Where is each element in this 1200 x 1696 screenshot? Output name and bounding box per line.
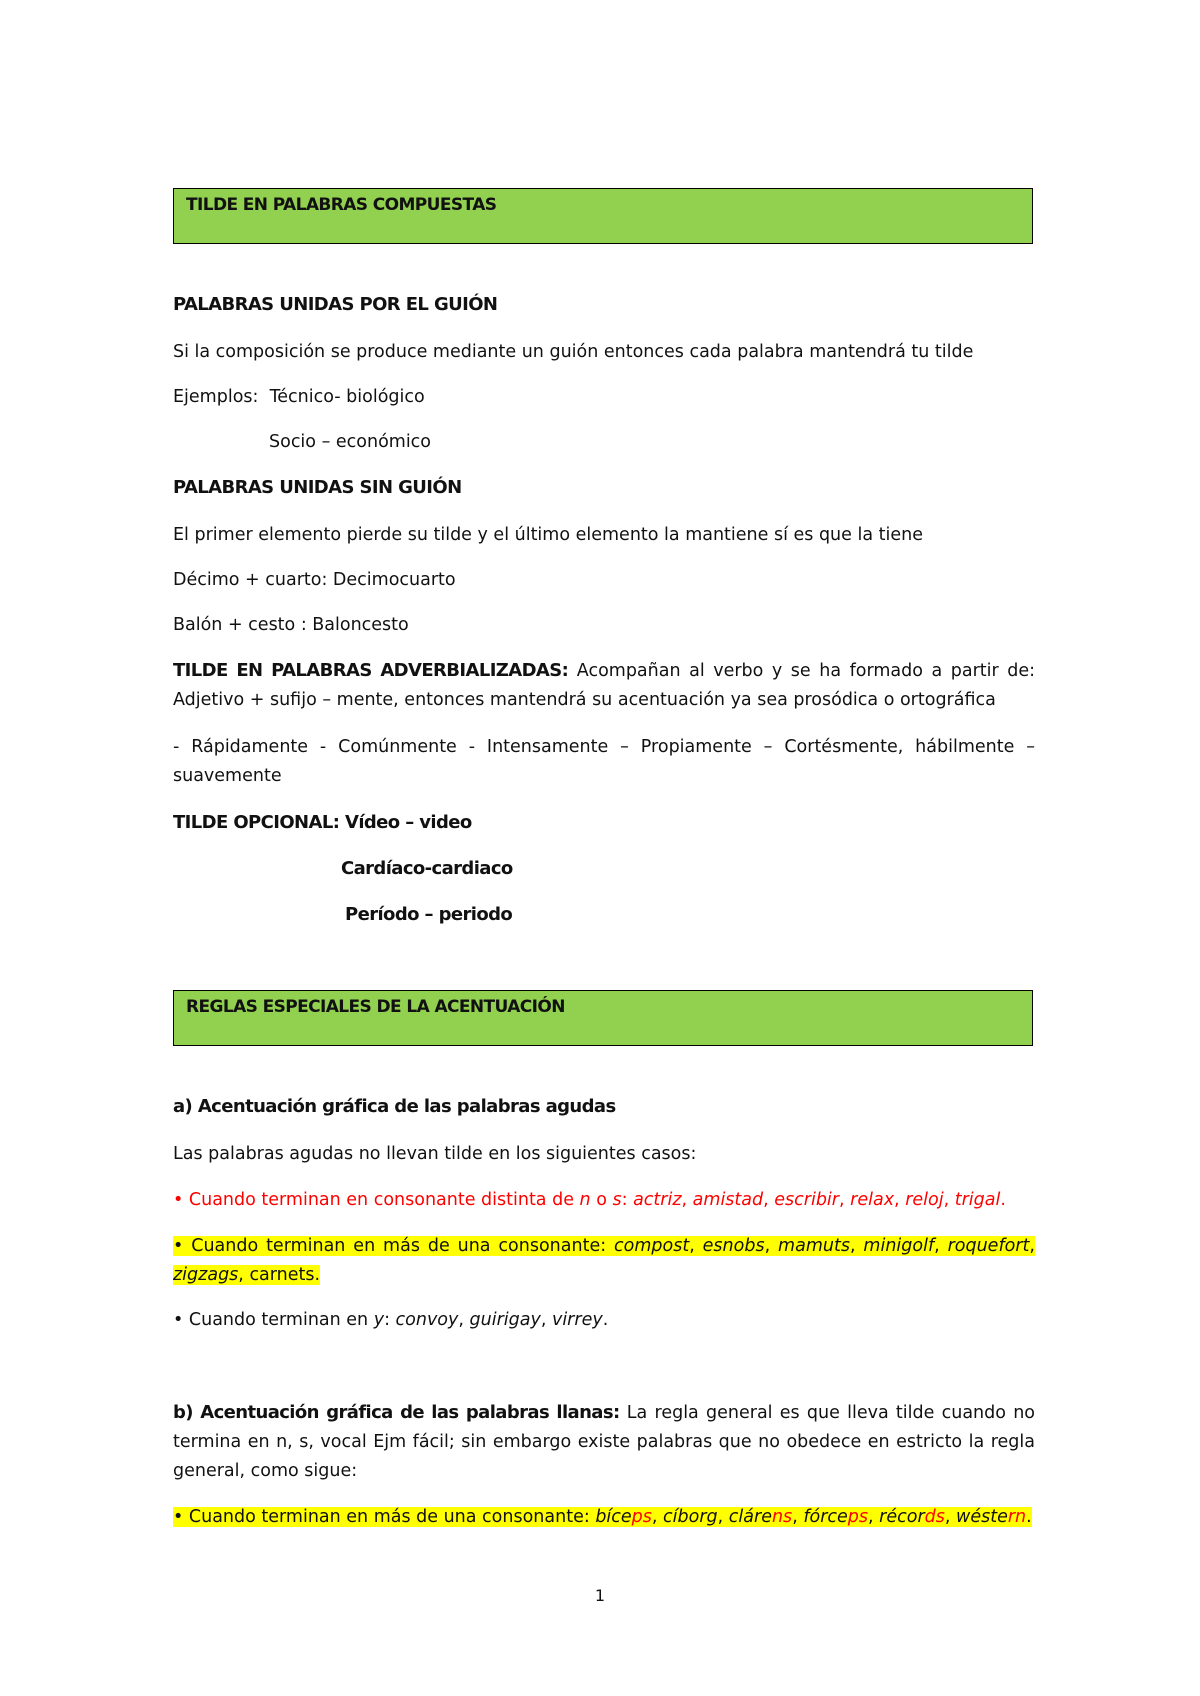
page-number: 1 (594, 1586, 606, 1605)
word-amistad: amistad (692, 1190, 764, 1210)
section-header-compuestas: TILDE EN PALABRAS COMPUESTAS (173, 188, 1033, 244)
word-biceps-stem: bíce (595, 1507, 632, 1527)
llanas-text: La regla general es que lleva tilde cuando no termina en n, s, vocal Ejm fácil; sin embargo existe palabras que no obedece en estricto la regla general, como sigue: (173, 1403, 1035, 1481)
opcional-cardiaco: Cardíaco-cardiaco (341, 858, 513, 879)
word-forceps-stem: fórce (803, 1507, 848, 1527)
bullet-consonante-distinta: • Cuando terminan en consonante distinta de n o s: actriz, amistad, escribir, relax, reloj, trigal. (173, 1190, 1006, 1210)
bullet-terminan-en-y: • Cuando terminan en y: convoy, guirigay, virrey. (173, 1310, 609, 1330)
word-esnobs: esnobs (702, 1236, 765, 1256)
word-carnets: carnets. (249, 1265, 321, 1285)
bullet3-y: y (373, 1310, 385, 1330)
word-compost: compost (614, 1236, 690, 1256)
word-roquefort: roquefort (947, 1236, 1030, 1256)
opcional-video: Vídeo – video (345, 812, 472, 833)
word-mamuts: mamuts (778, 1236, 850, 1256)
word-relax: relax (850, 1190, 895, 1210)
paragraph-llanas (173, 1398, 1035, 1486)
bullet1-s: s (612, 1190, 622, 1210)
word-forceps-end: ps (847, 1507, 869, 1527)
word-records-end: ds (924, 1507, 945, 1527)
paragraph-agudas-intro: Las palabras agudas no llevan tilde en los siguientes casos: (173, 1144, 697, 1164)
subheading-con-guion: PALABRAS UNIDAS POR EL GUIÓN (173, 294, 498, 315)
word-zigzags: zigzags (173, 1265, 239, 1285)
example-tecnico-biologico: Técnico- biológico (269, 387, 425, 407)
word-records-stem: récor (879, 1507, 925, 1527)
bullet1-o: o (590, 1190, 613, 1210)
tilde-opcional-line (173, 808, 1035, 837)
word-clarens-end: ns (771, 1507, 793, 1527)
adverbios-examples: - Rápidamente - Comúnmente - Intensamente – Propiamente – Cortésmente, hábilmente – suavemente (173, 737, 1035, 786)
example-decimocuarto: Décimo + cuarto: Decimocuarto (173, 570, 456, 590)
word-convoy: convoy (395, 1310, 459, 1330)
word-biceps-end: ps (631, 1507, 652, 1527)
word-guirigay: guirigay (469, 1310, 541, 1330)
subheading-llanas: b) Acentuación gráfica de las palabras llanas: (173, 1402, 620, 1423)
bullet4-prefix: • Cuando terminan en más de una consonante: (173, 1507, 596, 1527)
word-escribir: escribir (774, 1190, 839, 1210)
opcional-periodo: Período – periodo (345, 904, 513, 925)
examples-line-1 (173, 383, 1035, 412)
bullet-mas-de-una-consonante: • Cuando terminan en más de una consonante: compost, esnobs, mamuts, minigolf, roquefort, zigzags, carnets. (173, 1236, 1035, 1285)
bullet1-prefix: • Cuando terminan en consonante distinta de (173, 1190, 580, 1210)
word-ciborg-stem: cíborg (663, 1507, 718, 1527)
word-western-end: rn (1007, 1507, 1027, 1527)
bullet2-prefix: • Cuando terminan en más de una consonante: (173, 1236, 615, 1256)
bullet1-n: n (579, 1190, 591, 1210)
example-socio-economico: Socio – económico (269, 432, 432, 452)
bullet1-colon: : (621, 1190, 634, 1210)
subheading-sin-guion: PALABRAS UNIDAS SIN GUIÓN (173, 477, 462, 498)
adverbializadas-text: Acompañan al verbo y se ha formado a partir de: Adjetivo + sufijo – mente, entonces mantendrá su acentuación ya sea prosódica o ortográfica (173, 661, 1036, 710)
adverbializadas-title: TILDE EN PALABRAS ADVERBIALIZADAS: (173, 660, 569, 681)
paragraph-adverbializadas (173, 656, 1035, 715)
paragraph-con-guion: Si la composición se produce mediante un guión entonces cada palabra mantendrá tu tilde (173, 342, 974, 362)
example-baloncesto: Balón + cesto : Baloncesto (173, 615, 409, 635)
subheading-agudas: a) Acentuación gráfica de las palabras agudas (173, 1096, 616, 1117)
bullet-llanas-consonante: • Cuando terminan en más de una consonante: bíceps, cíborg, clárens, fórceps, récords, wéstern. (173, 1507, 1032, 1527)
word-virrey: virrey (551, 1310, 603, 1330)
word-minigolf: minigolf (863, 1236, 935, 1256)
word-trigal: trigal (954, 1190, 1001, 1210)
word-reloj: reloj (905, 1190, 944, 1210)
section-header-reglas: REGLAS ESPECIALES DE LA ACENTUACIÓN (173, 990, 1033, 1046)
word-actriz: actriz (633, 1190, 682, 1210)
word-western-stem: wéste (956, 1507, 1008, 1527)
bullet3-prefix: • Cuando terminan en (173, 1310, 374, 1330)
opcional-title: TILDE OPCIONAL: (173, 812, 340, 833)
word-clarens-stem: cláre (728, 1507, 772, 1527)
examples-label: Ejemplos: (173, 387, 259, 407)
paragraph-sin-guion: El primer elemento pierde su tilde y el último elemento la mantiene sí es que la tiene (173, 525, 923, 545)
